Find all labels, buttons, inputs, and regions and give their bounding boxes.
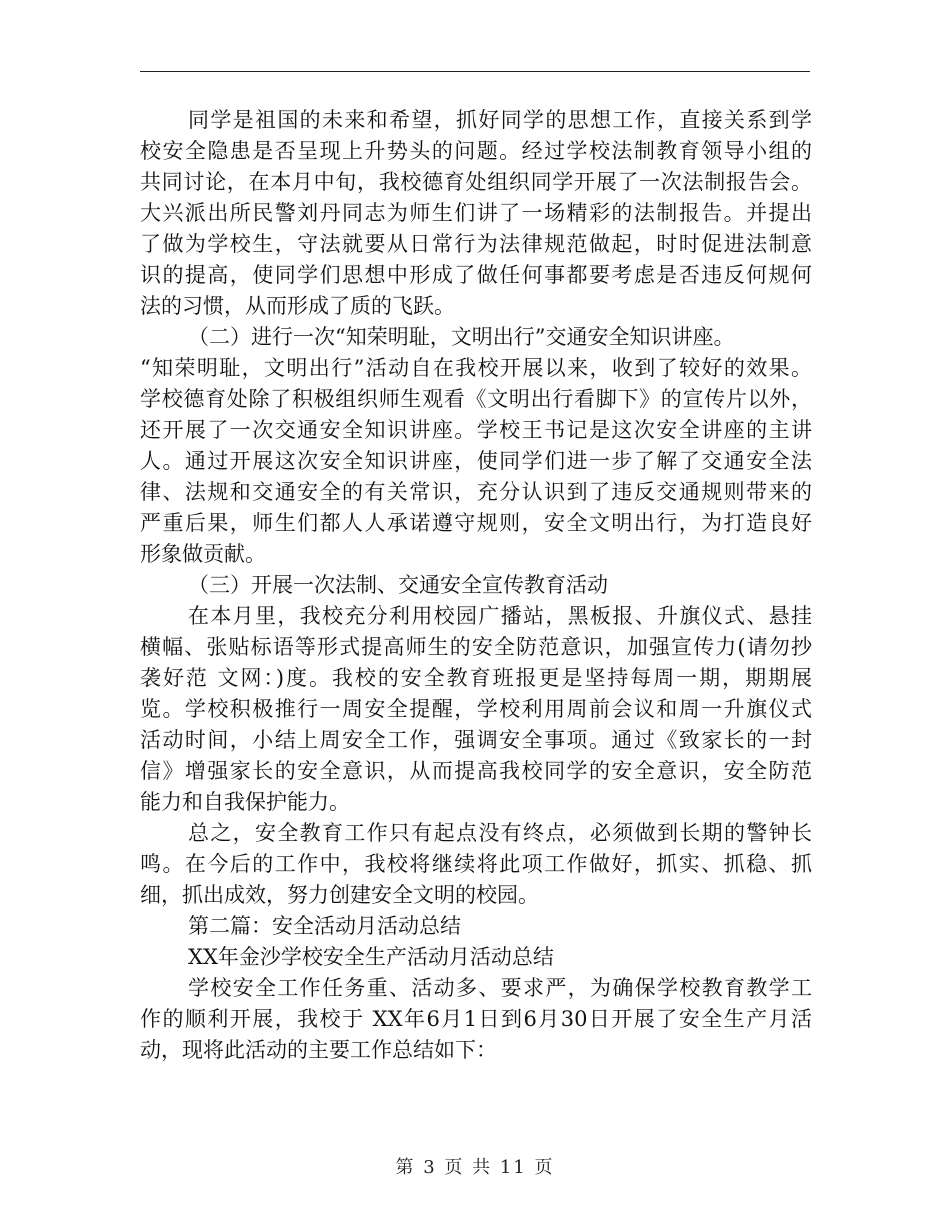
document-title: XX年金沙学校安全生产活动月活动总结 xyxy=(188,945,554,969)
text-line: 总之，安全教育工作只有起点没有终点，必须做到长期的警钟长 xyxy=(188,821,812,845)
text-line: 人。通过开展这次安全知识讲座，使同学们进一步了解了交通安全法 xyxy=(140,449,812,473)
text-line: 共同讨论，在本月中旬，我校德育处组织同学开展了一次法制报告会。 xyxy=(140,170,812,194)
section-heading: （三）开展一次法制、交通安全宣传教育活动 xyxy=(188,573,608,597)
text-line: 识的提高，使同学们思想中形成了做任何事都要考虑是否违反何规何 xyxy=(140,263,812,287)
text-line: 校安全隐患是否呈现上升势头的问题。经过学校法制教育领导小组的 xyxy=(140,139,812,163)
text-line: 还开展了一次交通安全知识讲座。学校王书记是这次安全讲座的主讲 xyxy=(140,418,812,442)
text-line: 在本月里，我校充分利用校园广播站，黑板报、升旗仪式、悬挂 xyxy=(188,604,812,628)
text-line: 同学是祖国的未来和希望，抓好同学的思想工作，直接关系到学 xyxy=(188,108,812,132)
text-line: 鸣。在今后的工作中，我校将继续将此项工作做好，抓实、抓稳、抓 xyxy=(140,852,812,876)
text-line: 细，抓出成效，努力创建安全文明的校园。 xyxy=(140,883,539,907)
text-line: 动，现将此活动的主要工作总结如下： xyxy=(140,1038,497,1062)
text-line: “知荣明耻，文明出行”活动自在我校开展以来，收到了较好的效果。 xyxy=(140,356,812,380)
text-line: 法的习惯，从而形成了质的飞跃。 xyxy=(140,294,455,318)
text-line: 横幅、张贴标语等形式提高师生的安全防范意识，加强宣传力(请勿抄 xyxy=(140,635,812,659)
text-line: 学校安全工作任务重、活动多、要求严，为确保学校教育教学工 xyxy=(188,976,812,1000)
text-line: 律、法规和交通安全的有关常识，充分认识到了违反交通规则带来的 xyxy=(140,480,812,504)
text-line: 了做为学校生，守法就要从日常行为法律规范做起，时时促进法制意 xyxy=(140,232,812,256)
text-line: 览。学校积极推行一周安全提醒，学校利用周前会议和周一升旗仪式 xyxy=(140,697,812,721)
text-line: 大兴派出所民警刘丹同志为师生们讲了一场精彩的法制报告。并提出 xyxy=(140,201,812,225)
section-heading: （二）进行一次“知荣明耻，文明出行”交通安全知识讲座。 xyxy=(188,325,735,349)
text-line: 能力和自我保护能力。 xyxy=(140,790,350,814)
text-line: 活动时间，小结上周安全工作，强调安全事项。通过《致家长的一封 xyxy=(140,728,812,752)
text-line: 形象做贡献。 xyxy=(140,542,266,566)
document-body xyxy=(140,105,812,1066)
header-rule xyxy=(140,71,810,72)
text-line: 袭好范 文网：)度。我校的安全教育班报更是坚持每周一期，期期展 xyxy=(140,666,812,690)
text-line: 学校德育处除了积极组织师生观看《文明出行看脚下》的宣传片以外， xyxy=(140,387,812,411)
text-line: 严重后果，师生们都人人承诺遵守规则，安全文明出行，为打造良好 xyxy=(140,511,812,535)
page-number: 第 3 页 共 11 页 xyxy=(395,1157,555,1178)
chapter-heading: 第二篇：安全活动月活动总结 xyxy=(188,914,461,938)
text-line: 信》增强家长的安全意识，从而提高我校同学的安全意识，安全防范 xyxy=(140,759,812,783)
text-line: 作的顺利开展，我校于 XX年6月1日到6月30日开展了安全生产月活 xyxy=(140,1007,812,1031)
